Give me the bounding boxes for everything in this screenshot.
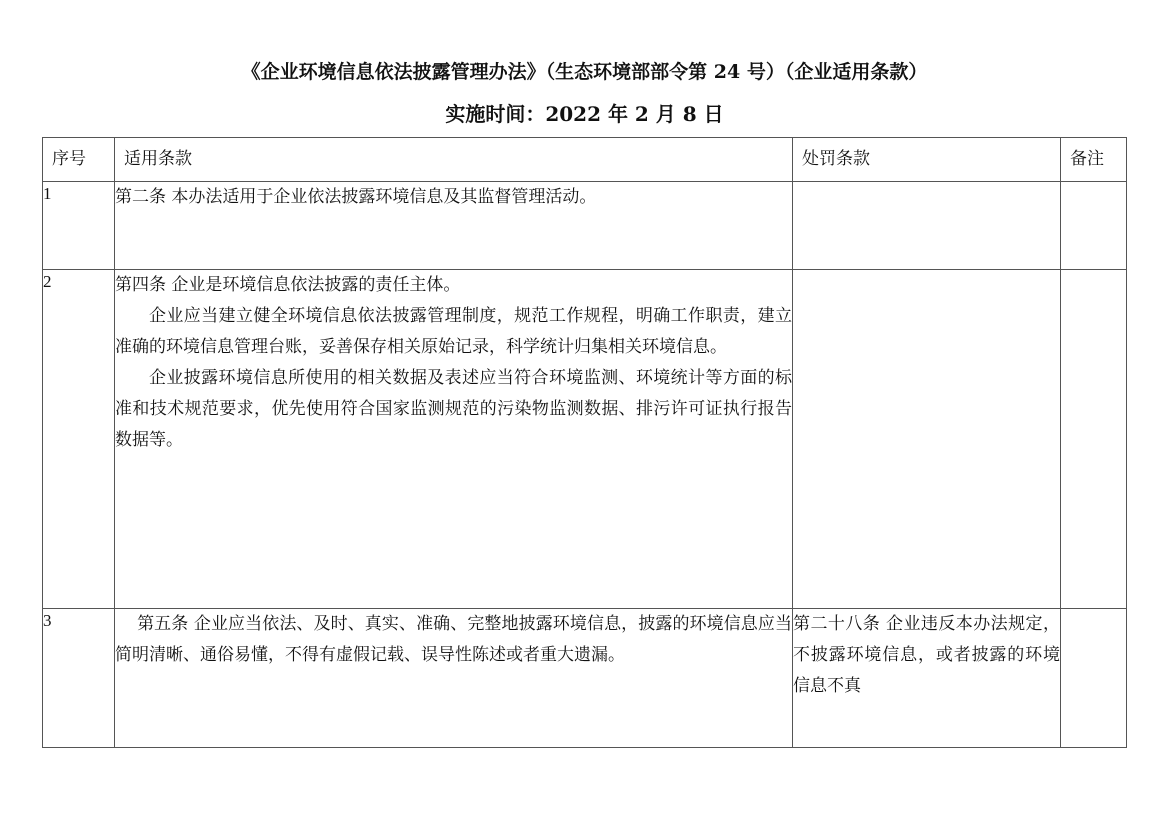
clause-paragraph: 企业应当建立健全环境信息依法披露管理制度，规范工作规程，明确工作职责，建立准确的环境信息管理台账，妥善保存相关原始记录，科学统计归集相关环境信息。 — [115, 306, 792, 357]
clause-cell — [115, 270, 793, 609]
row-number: 3 — [43, 609, 115, 748]
clause-cell — [115, 182, 793, 270]
effective-date: 实施时间：2022 年 2 月 8 日 — [445, 102, 724, 126]
penalty-paragraph: 第二十八条 企业违反本办法规定，不披露环境信息，或者披露的环境信息不真 — [793, 614, 1060, 696]
remark-cell — [1061, 609, 1127, 748]
clause-paragraph: 第二条 本办法适用于企业依法披露环境信息及其监督管理活动。 — [115, 187, 597, 207]
header-remark: 备注 — [1061, 138, 1127, 182]
table-header-row — [43, 138, 1127, 182]
document-title: 《企业环境信息依法披露管理办法》（生态环境部部令第 24 号）（企业适用条款） — [241, 61, 928, 83]
clause-paragraph: 第五条 企业应当依法、及时、真实、准确、完整地披露环境信息，披露的环境信息应当简明清晰、通俗易懂，不得有虚假记载、误导性陈述或者重大遗漏。 — [115, 614, 792, 665]
clauses-table — [42, 137, 1127, 748]
row-number: 2 — [43, 270, 115, 609]
remark-cell — [1061, 270, 1127, 609]
table-row — [43, 270, 1127, 609]
table-row — [43, 609, 1127, 748]
header-penalty: 处罚条款 — [793, 138, 1061, 182]
clause-paragraph: 企业披露环境信息所使用的相关数据及表述应当符合环境监测、环境统计等方面的标准和技术规范要求，优先使用符合国家监测规范的污染物监测数据、排污许可证执行报告数据等。 — [115, 368, 792, 450]
penalty-cell — [793, 182, 1061, 270]
row-number: 1 — [43, 182, 115, 270]
header-no: 序号 — [43, 138, 115, 182]
penalty-cell — [793, 270, 1061, 609]
remark-cell — [1061, 182, 1127, 270]
clause-paragraph: 第四条 企业是环境信息依法披露的责任主体。 — [115, 275, 461, 295]
clause-cell — [115, 609, 793, 748]
header-clause: 适用条款 — [115, 138, 793, 182]
penalty-cell — [793, 609, 1061, 748]
table-row — [43, 182, 1127, 270]
